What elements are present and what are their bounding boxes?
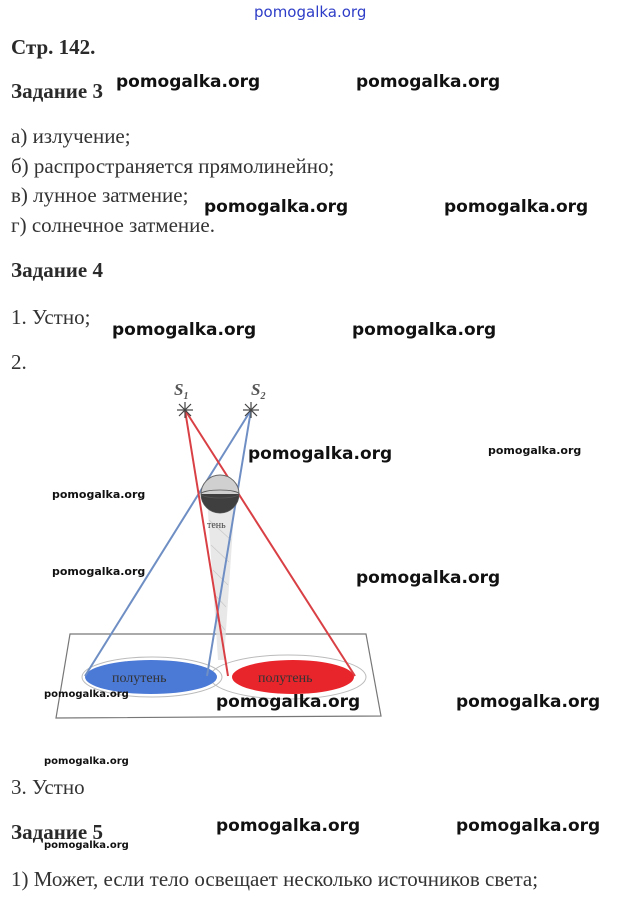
task4-item1: 1. Устно;: [11, 305, 91, 329]
watermark: pomogalka.org: [248, 444, 393, 464]
task5-title: Задание 5: [11, 820, 103, 844]
watermark: pomogalka.org: [204, 197, 349, 217]
penumbra-right-label: полутень: [258, 671, 313, 686]
watermark: pomogalka.org: [352, 320, 497, 340]
page-heading: Стр. 142.: [11, 35, 96, 59]
task3-title: Задание 3: [11, 79, 103, 103]
task3-answer-a: а) излучение;: [11, 124, 131, 148]
penumbra-left-label: полутень: [112, 671, 167, 686]
task3-answer-d: г) солнечное затмение.: [11, 213, 215, 237]
watermark: pomogalka.org: [44, 840, 129, 851]
task3-answer-b: б) распространяется прямолинейно;: [11, 154, 335, 178]
source-s1-label: $S_1$: [174, 380, 189, 402]
watermark: pomogalka.org: [456, 692, 601, 712]
source-s1-icon: [177, 402, 193, 418]
watermark: pomogalka.org: [52, 565, 146, 578]
task5-item1: 1) Может, если тело освещает несколько источников света;: [11, 867, 539, 891]
watermark: pomogalka.org: [356, 568, 501, 588]
shadow-label: тень: [207, 520, 226, 531]
task4-item3: 3. Устно: [11, 775, 85, 799]
task4-item2: 2.: [11, 350, 27, 374]
watermark: pomogalka.org: [356, 72, 501, 92]
watermark: pomogalka.org: [216, 692, 361, 712]
task3-answer-c: в) лунное затмение;: [11, 183, 189, 207]
watermark: pomogalka.org: [44, 689, 129, 700]
source-s2-label: $S_2$: [251, 380, 266, 402]
watermark: pomogalka.org: [216, 816, 361, 836]
watermark: pomogalka.org: [456, 816, 601, 836]
site-link[interactable]: pomogalka.org: [254, 3, 367, 21]
watermark: pomogalka.org: [116, 72, 261, 92]
shadow-diagram: [0, 370, 621, 730]
watermark: pomogalka.org: [112, 320, 257, 340]
watermark: pomogalka.org: [488, 444, 582, 457]
watermark: pomogalka.org: [444, 197, 589, 217]
watermark: pomogalka.org: [44, 756, 129, 767]
source-s2-icon: [243, 402, 259, 418]
watermark: pomogalka.org: [52, 488, 146, 501]
task4-title: Задание 4: [11, 258, 103, 282]
